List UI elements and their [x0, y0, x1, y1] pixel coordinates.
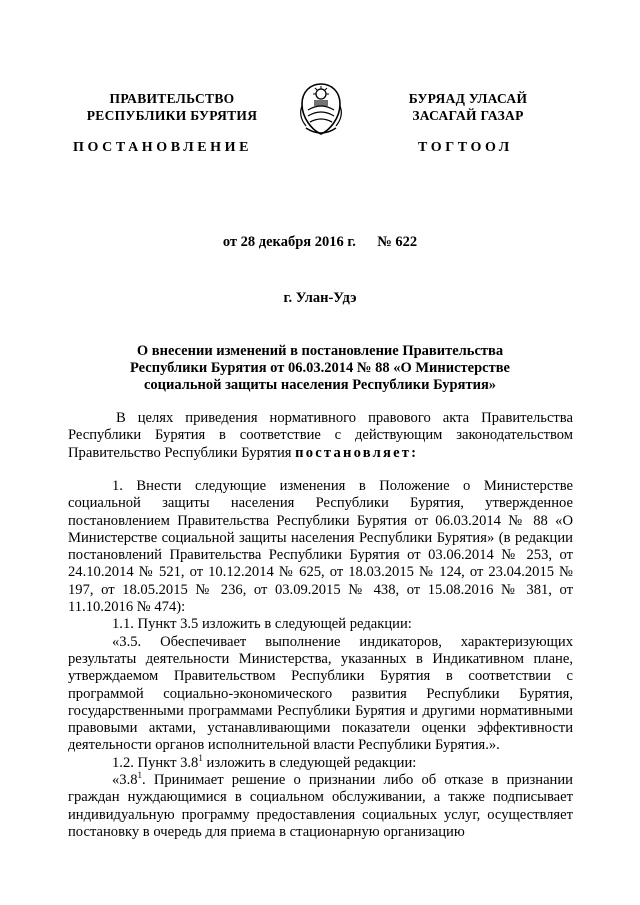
header-left-line2: РЕСПУБЛИКИ БУРЯТИЯ: [86, 108, 258, 123]
quote-3-8-sup: 1: [137, 770, 143, 781]
doc-type-left: ПОСТАНОВЛЕНИЕ: [73, 140, 253, 155]
decree-word: постановляет:: [295, 444, 419, 461]
document-city: г. Улан-Удэ: [283, 290, 357, 306]
header-left-line1: ПРАВИТЕЛЬСТВО: [109, 91, 235, 106]
coat-of-arms-icon: [296, 80, 346, 138]
header-right-line1: БУРЯАД УЛАСАЙ: [408, 91, 528, 106]
header-right-line2: ЗАСАГАЙ ГАЗАР: [412, 108, 524, 123]
document-body: [68, 478, 573, 841]
item-1-2-prefix: 1.2. Пункт 3.8: [112, 754, 199, 771]
item-1-2: [68, 752, 573, 772]
header-right: [368, 90, 568, 124]
quote-3-8-text: . Принимает решение о признании либо об отказе в признании граждан нуждающимися в социальном обслуживании, а также подписывает индивидуальную программу предоставления социальных услуг, осуществляет постановку в очередь для приема в стационарную организацию: [68, 772, 573, 840]
item-1-1: 1.1. Пункт 3.5 изложить в следующей редакции:: [112, 616, 412, 633]
quote-3-8-prefix: «3.8: [112, 772, 138, 789]
item-1-2-sup: 1: [198, 752, 203, 763]
date-number-line: [0, 234, 640, 251]
quote-3-8: [68, 772, 573, 841]
title-line1: О внесении изменений в постановление Правительства: [136, 343, 504, 359]
preamble-paragraph: [68, 410, 573, 462]
item-1: 1. Внести следующие изменения в Положение о Министерстве социальной защиты населения Республики Бурятия, утвержденное постановлением Правительства Республики Бурятия от 06.03.2014 № 88 «О Министерстве социальной защиты населения Республики Бурятия» (в редакции постановлений Правительства Республики Бурятия от 03.06.2014 № 253, от 24.10.2014 № 521, от 10.12.2014 № 625, от 18.03.2015 № 124, от 23.04.2015 № 197, от 18.05.2015 № 236, от 03.09.2015 № 438, от 15.08.2016 № 381, от 11.10.2016 № 474):: [68, 478, 573, 616]
title-line2: Республики Бурятия от 06.03.2014 № 88 «О Министерстве: [130, 360, 510, 376]
item-1-2-suffix: изложить в следующей редакции:: [202, 754, 417, 771]
preamble-text: В целях приведения нормативного правового акта Правительства Республики Бурятия в соответствие с действующим законодательством Правительство Республики Бурятия: [68, 410, 573, 461]
document-date: от 28 декабря 2016 г.: [222, 234, 356, 250]
doc-type-right: ТОГТООЛ: [418, 140, 513, 155]
preamble: [68, 410, 573, 462]
title-line3: социальной защиты населения Республики Бурятия»: [143, 377, 497, 393]
document-title: [100, 343, 540, 394]
document-number: № 622: [377, 234, 418, 250]
quote-3-5: «3.5. Обеспечивает выполнение индикаторов, характеризующих результаты деятельности Министерства, указанных в Индикативном плане, утверждаемом Правительством Республики Бурятия в соответствии с программой социально-экономического развития Республики Бурятия, государственными программами Республики Бурятия и другими нормативными правовыми актами, устанавливающими показатели оценки эффективности деятельности органов исполнительной власти Республики Бурятия.».: [68, 633, 573, 754]
header-left: [72, 90, 272, 124]
